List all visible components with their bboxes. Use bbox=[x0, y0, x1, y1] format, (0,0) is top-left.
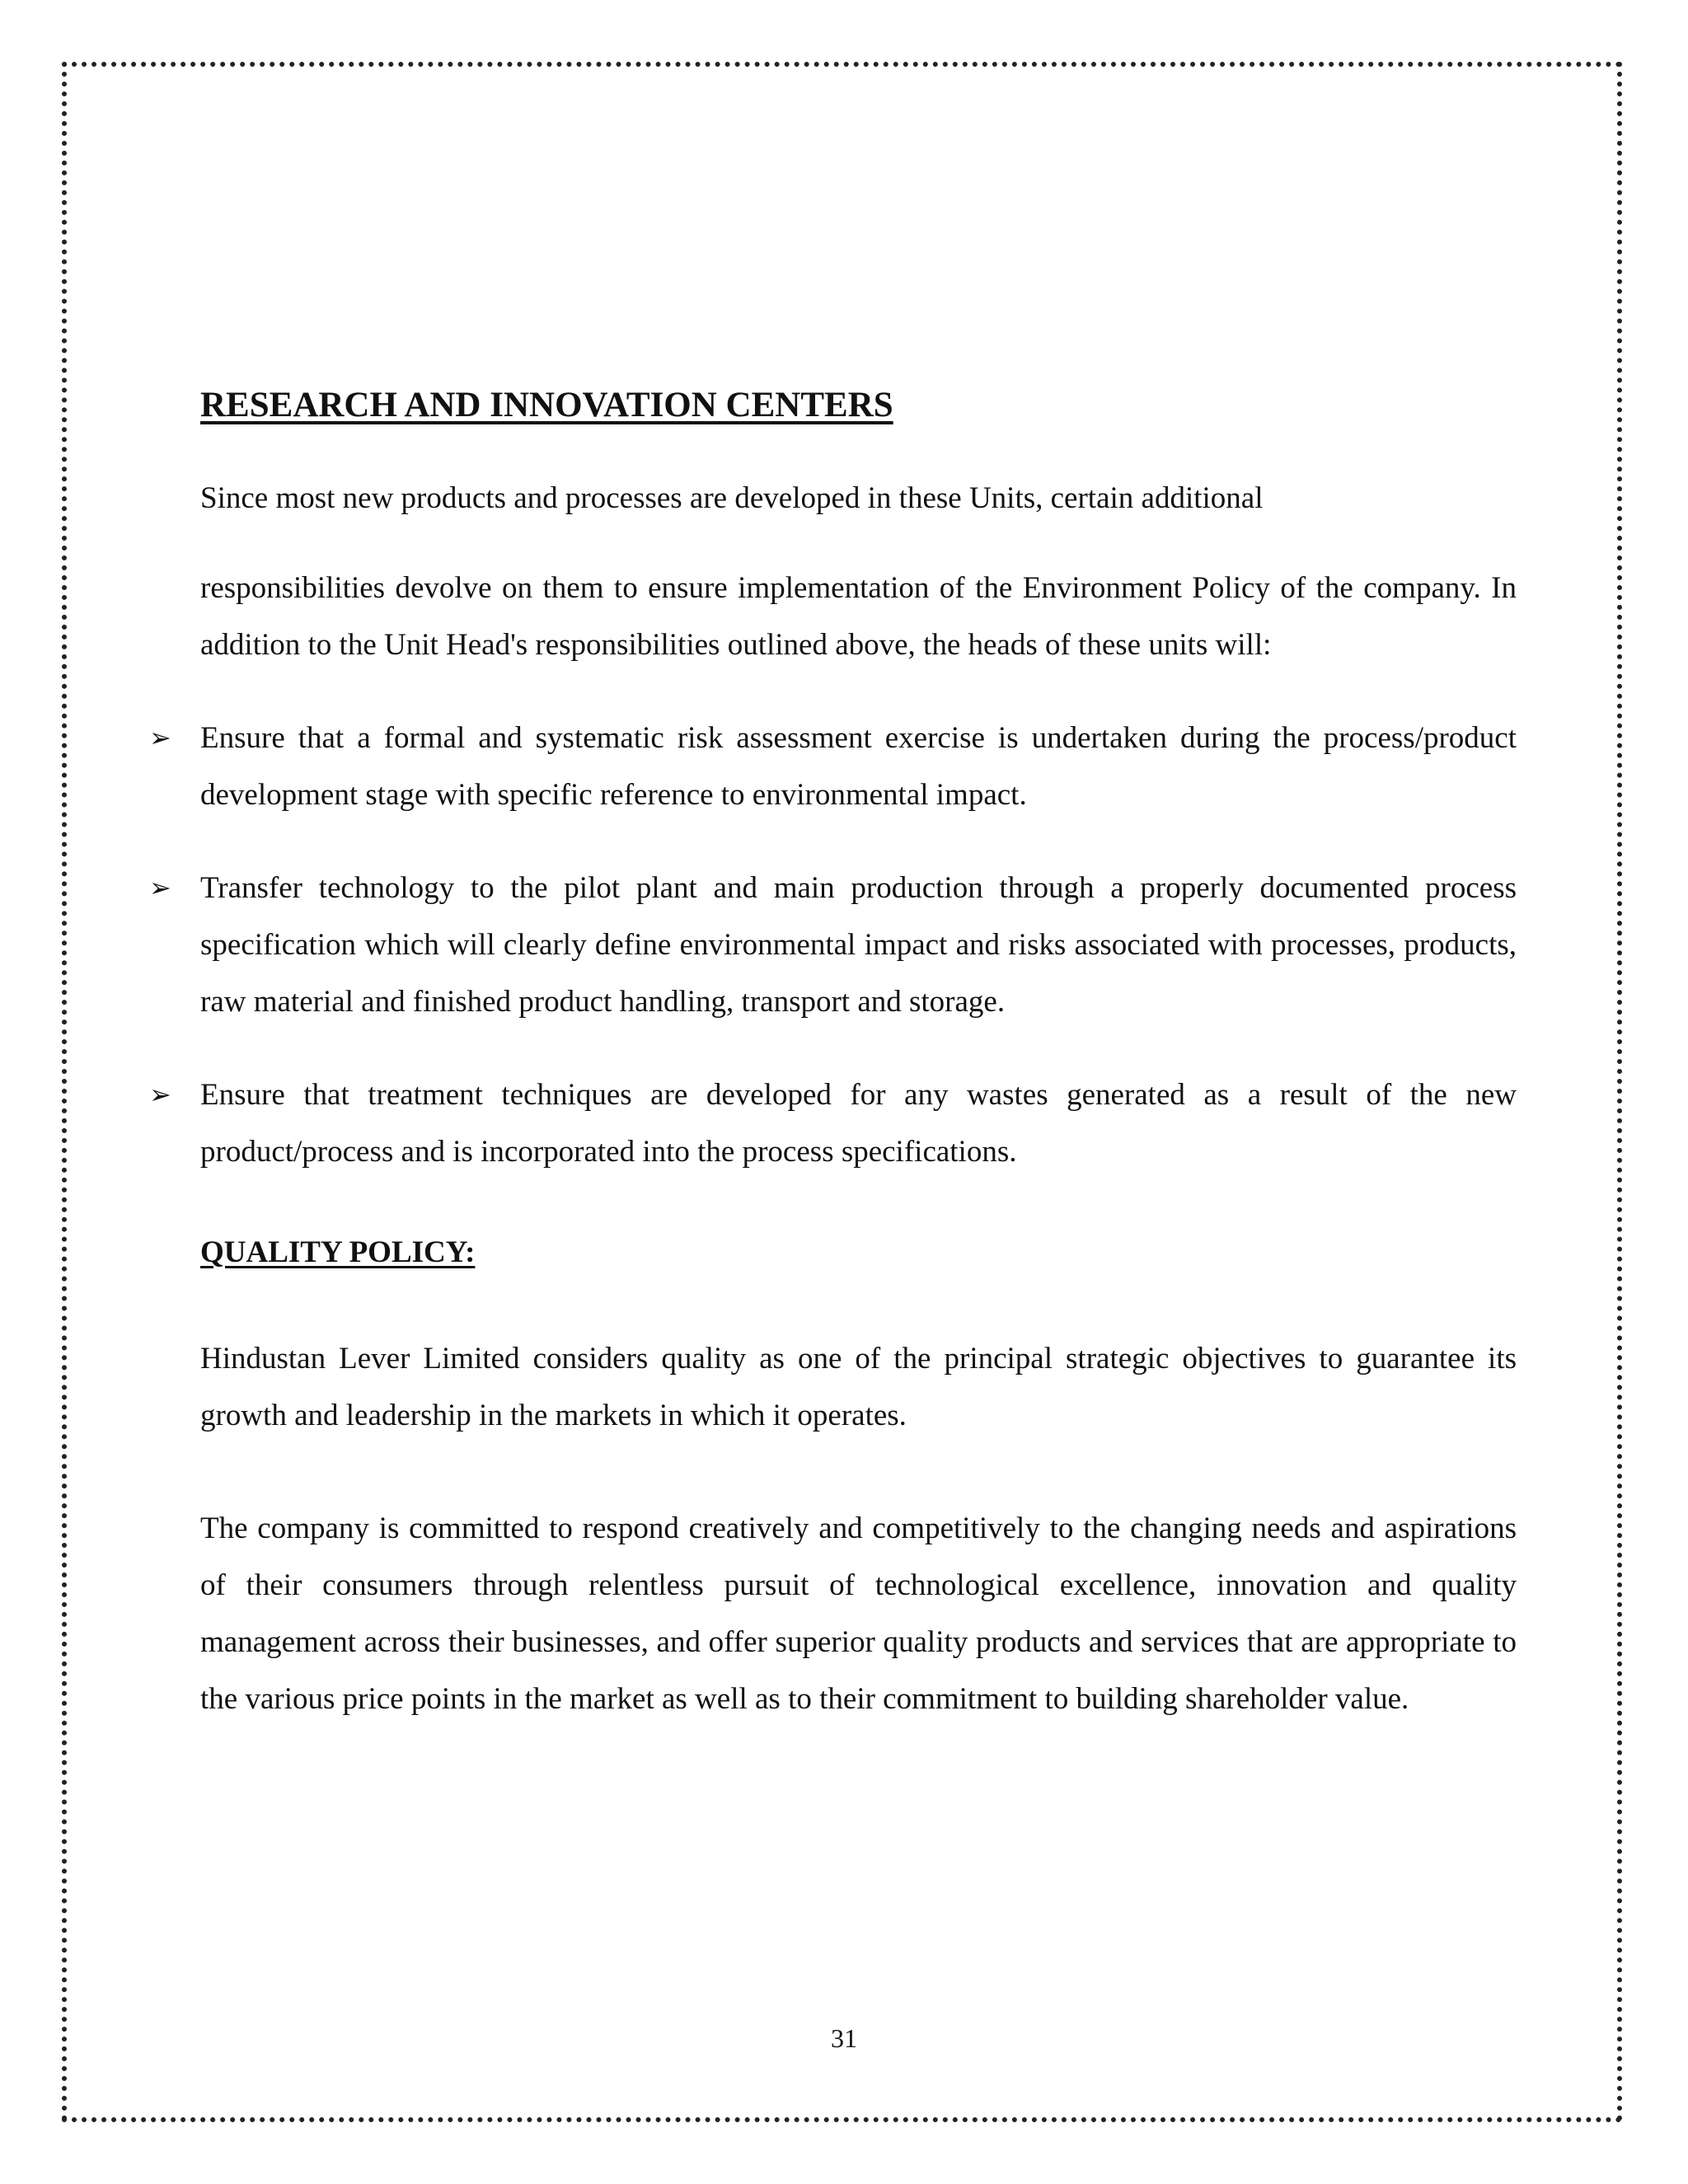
quality-policy-paragraph: Hindustan Lever Limited considers quality as one of the principal strategic objectives to guarantee its growth and leadership in the markets in which it operates. bbox=[200, 1342, 1517, 1432]
section-heading-quality-policy: QUALITY POLICY: bbox=[200, 1235, 476, 1269]
list-item-text: Ensure that a formal and systematic risk assessment exercise is undertaken during the process/product development stage with specific reference to environmental impact. bbox=[200, 721, 1517, 812]
intro-paragraph-line: Since most new products and processes are developed in these Units, certain additional bbox=[200, 481, 1264, 515]
intro-paragraph-continuation: responsibilities devolve on them to ensure implementation of the Environment Policy of the company. In addition to the Unit Head's responsibilities outlined above, the heads of these units will: bbox=[200, 571, 1517, 662]
list-item-text: Ensure that treatment techniques are developed for any wastes generated as a result of the new product/process and is incorporated into the process specifications. bbox=[200, 1078, 1517, 1169]
arrow-bullet-icon: ➢ bbox=[149, 722, 171, 753]
document-body bbox=[149, 381, 1517, 1727]
list-item-text: Transfer technology to the pilot plant and main production through a properly documented process specification which will clearly define environmental impact and risks associated with processes, products, raw material and finished product handling, transport and storage. bbox=[200, 871, 1517, 1019]
page-number: 31 bbox=[831, 2023, 857, 2053]
list-item bbox=[149, 1066, 1517, 1180]
responsibility-list bbox=[149, 710, 1517, 1180]
quality-commitment-paragraph: The company is committed to respond creatively and competitively to the changing needs and aspirations of their consumers through relentless pursuit of technological excellence, innovation and quality management across their businesses, and offer superior quality products and services that are appropriate to the various price points in the market as well as to their commitment to building shareholder value. bbox=[200, 1511, 1517, 1716]
list-item bbox=[149, 710, 1517, 823]
section-heading-research: RESEARCH AND INNOVATION CENTERS bbox=[200, 386, 893, 424]
arrow-bullet-icon: ➢ bbox=[149, 1079, 171, 1110]
arrow-bullet-icon: ➢ bbox=[149, 872, 171, 903]
list-item bbox=[149, 860, 1517, 1030]
